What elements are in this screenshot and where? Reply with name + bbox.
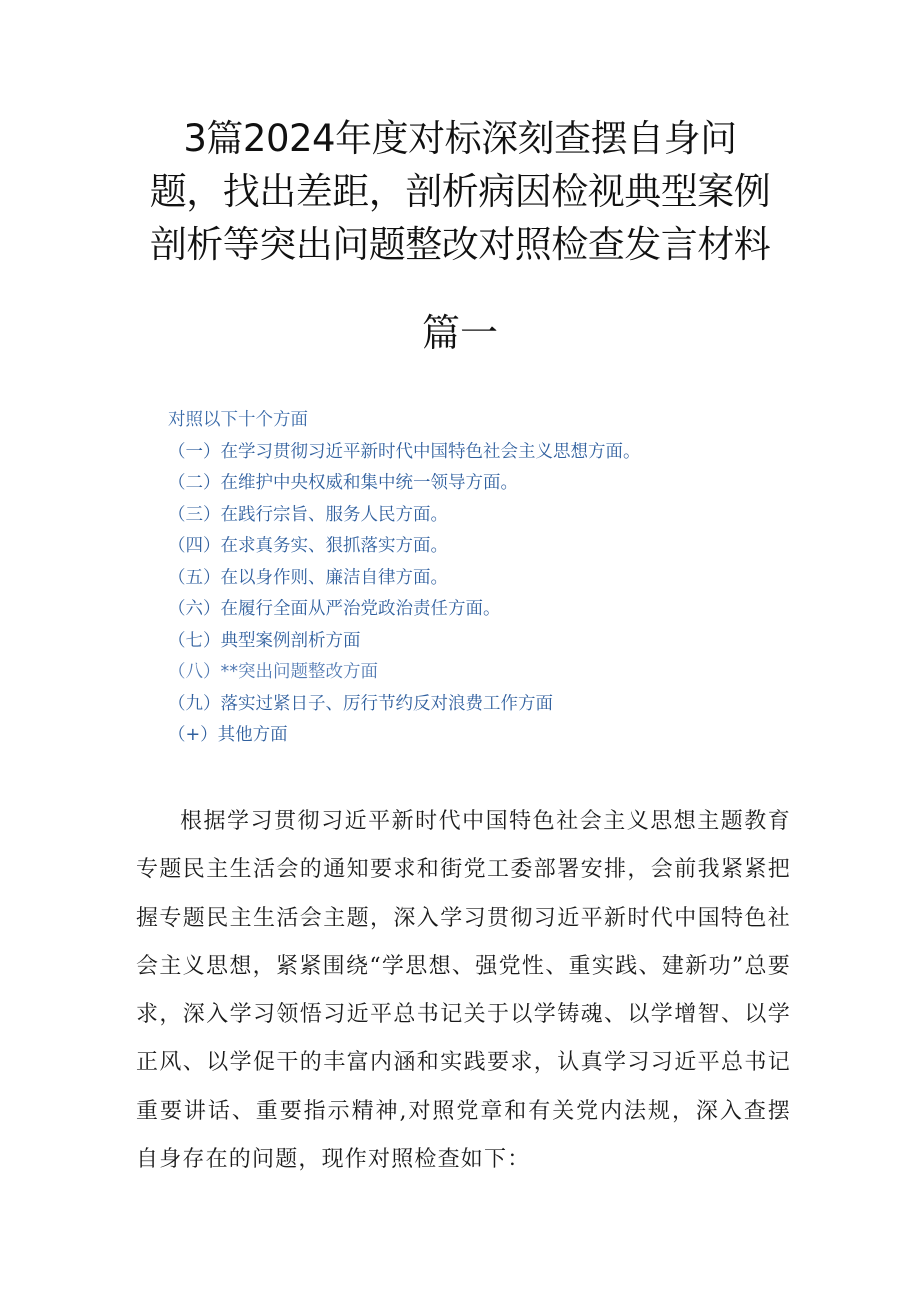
toc-item-8[interactable]	[168, 657, 808, 689]
title-line-2: 题，找出差距，剖析病因检视典型案例	[149, 170, 771, 213]
toc-link-3[interactable]: （三）在践行宗旨、服务人民方面。	[168, 504, 448, 525]
toc-item-1[interactable]	[168, 437, 808, 469]
toc-item-4[interactable]	[168, 531, 808, 563]
toc-link-6[interactable]: （六）在履行全面从严治党政治责任方面。	[168, 599, 501, 619]
title-line-1: 3篇2024年度对标深刻查摆自身问	[183, 117, 737, 160]
document-title	[130, 112, 790, 271]
toc-link-1[interactable]: （一）在学习贯彻习近平新时代中国特色社会主义思想方面。	[168, 441, 641, 462]
toc-item-7[interactable]	[168, 626, 808, 658]
toc-link-9[interactable]: （九）落实过紧日子、厉行节约反对浪费工作方面	[168, 693, 553, 714]
body-paragraph: 根据学习贯彻习近平新时代中国特色社会主义思想主题教育专题民主生活会的通知要求和街党工委部署安排，会前我紧紧把握专题民主生活会主题，深入学习贯彻习近平新时代中国特色社会主义思想，紧紧围绕“学思想、强党性、重实践、建新功”总要求，深入学习领悟习近平总书记关于以学铸魂、以学增智、以学正风、以学促干的丰富内涵和实践要求，认真学习习近平总书记重要讲话、重要指示精神,对照党章和有关党内法规，深入查摆自身存在的问题，现作对照检查如下：	[136, 809, 791, 1173]
toc-link-2[interactable]: （二）在维护中央权威和集中统一领导方面。	[168, 473, 518, 493]
toc-item-9[interactable]	[168, 689, 808, 721]
toc-item-10[interactable]	[168, 720, 808, 752]
section-heading: 篇一	[421, 311, 498, 355]
toc-item-2[interactable]	[168, 468, 808, 500]
toc-item-5[interactable]	[168, 563, 808, 595]
toc-link-4[interactable]: （四）在求真务实、狠抓落实方面。	[168, 536, 448, 556]
toc-link-8[interactable]: （八）**突出问题整改方面	[168, 662, 378, 682]
toc-item-6[interactable]	[168, 594, 808, 626]
toc-link-7[interactable]: （七）典型案例剖析方面	[168, 630, 361, 651]
toc-intro: 对照以下十个方面	[168, 410, 308, 430]
table-of-contents	[168, 405, 808, 752]
title-line-3: 剖析等突出问题整改对照检查发言材料	[149, 223, 771, 266]
toc-link-10[interactable]: （+）其他方面	[168, 725, 288, 745]
toc-link-5[interactable]: （五）在以身作则、廉洁自律方面。	[168, 567, 448, 588]
toc-item-3[interactable]	[168, 500, 808, 532]
